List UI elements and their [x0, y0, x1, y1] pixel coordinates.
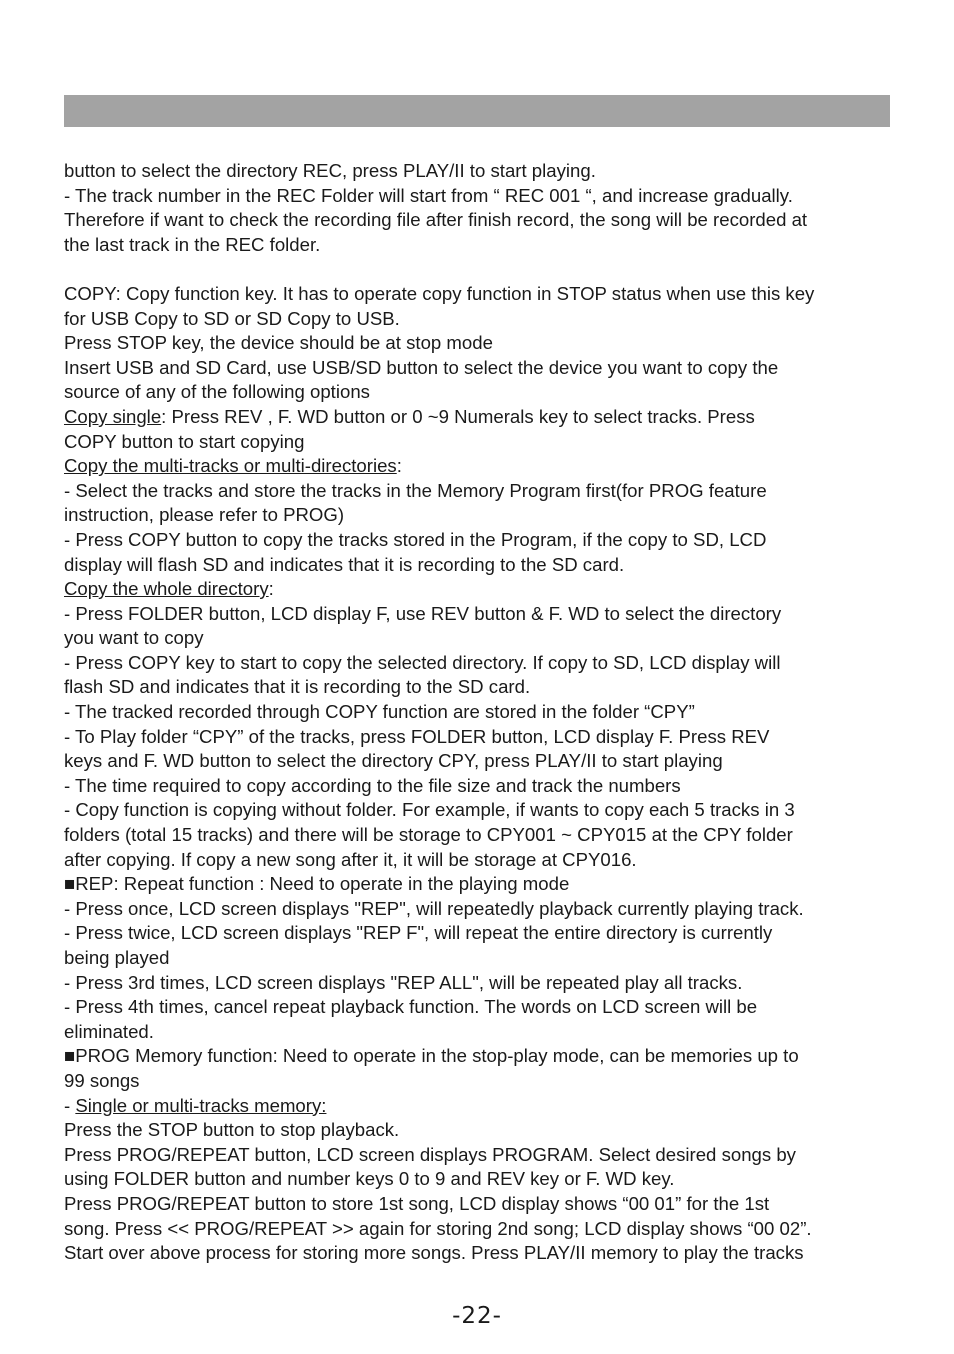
- text-line: instruction, please refer to PROG): [64, 504, 345, 526]
- text-line: - Press 3rd times, LCD screen displays "REP ALL", will be repeated play all tracks.: [64, 971, 743, 993]
- text-line: - Press twice, LCD screen displays "REP F", will repeat the entire directory is currently: [64, 922, 773, 944]
- text-line: - To Play folder “CPY” of the tracks, press FOLDER button, LCD display F. Press REV: [64, 725, 770, 747]
- text-line: being played: [64, 947, 170, 968]
- copy-single-heading: Copy single: [64, 405, 162, 427]
- copy-dir-line: [64, 577, 894, 602]
- text-line: - Press 4th times, cancel repeat playback function. The words on LCD screen will be: [64, 996, 758, 1018]
- text-line: using FOLDER button and number keys 0 to 9 and REV key or F. WD key.: [64, 1168, 675, 1190]
- text-line: Start over above process for storing more songs. Press PLAY/II memory to play the tracks: [64, 1242, 804, 1264]
- text-line: keys and F. WD button to select the directory CPY, press PLAY/II to start playing: [64, 750, 723, 772]
- text-line: - The track number in the REC Folder will start from “ REC 001 “, and increase gradually.: [64, 184, 793, 206]
- text-line: Press PROG/REPEAT button, LCD screen displays PROGRAM. Select desired songs by: [64, 1143, 796, 1165]
- copy-single-line: [64, 405, 894, 430]
- text-line: source of any of the following options: [64, 381, 370, 403]
- header-bar: [64, 95, 890, 127]
- text-line: you want to copy: [64, 627, 204, 649]
- text-line: COPY: Copy function key. It has to operate copy function in STOP status when use this key: [64, 282, 815, 304]
- text-line: - Press COPY button to copy the tracks stored in the Program, if the copy to SD, LCD: [64, 528, 767, 550]
- text-line: button to select the directory REC, press PLAY/II to start playing.: [64, 160, 596, 181]
- text-line: Press the STOP button to stop playback.: [64, 1119, 400, 1141]
- copy-multi-colon: :: [396, 455, 402, 477]
- text-line: - Press COPY key to start to copy the selected directory. If copy to SD, LCD display will: [64, 651, 781, 673]
- prog-heading: ■PROG Memory function: Need to operate in the stop-play mode, can be memories up to: [64, 1045, 799, 1067]
- copy-multi-heading: Copy the multi-tracks or multi-directories: [64, 455, 397, 477]
- manual-text: [64, 159, 894, 1266]
- text-line: flash SD and indicates that it is recording to the SD card.: [64, 676, 531, 698]
- copy-multi-line: [64, 454, 894, 479]
- text-line: Therefore if want to check the recording file after finish record, the song will be recorded at: [64, 209, 808, 231]
- text-line: COPY button to start copying: [64, 430, 305, 452]
- text-line: - Copy function is copying without folder. For example, if wants to copy each 5 tracks in 3: [64, 799, 795, 821]
- text-line: the last track in the REC folder.: [64, 233, 321, 255]
- text-line: song. Press << PROG/REPEAT >> again for storing 2nd song; LCD display shows “00 02”.: [64, 1217, 812, 1239]
- text-line: 99 songs: [64, 1069, 140, 1091]
- text-line: - Press FOLDER button, LCD display F, use REV button & F. WD to select the directory: [64, 602, 782, 624]
- prog-memory-line: [64, 1094, 894, 1119]
- copy-single-text: : Press REV , F. WD button or 0 ~9 Numerals key to select tracks. Press: [161, 405, 755, 427]
- text-line: - Press once, LCD screen displays "REP", will repeatedly playback currently playing track.: [64, 897, 804, 919]
- prog-memory-heading: Single or multi-tracks memory:: [75, 1094, 327, 1116]
- text-line: display will flash SD and indicates that it is recording to the SD card.: [64, 553, 625, 575]
- page-number: -22-: [452, 1303, 502, 1329]
- copy-dir-colon: :: [268, 578, 274, 600]
- text-line: after copying. If copy a new song after it, it will be storage at CPY016.: [64, 848, 637, 870]
- text-line: eliminated.: [64, 1020, 154, 1042]
- text-line: Press STOP key, the device should be at stop mode: [64, 332, 493, 354]
- text-line: - The time required to copy according to the file size and track the numbers: [64, 774, 681, 796]
- text-line: folders (total 15 tracks) and there will be storage to CPY001 ~ CPY015 at the CPY folder: [64, 824, 793, 846]
- text-line: - The tracked recorded through COPY function are stored in the folder “CPY”: [64, 701, 695, 723]
- text-line: Press PROG/REPEAT button to store 1st song, LCD display shows “00 01” for the 1st: [64, 1192, 770, 1214]
- copy-dir-heading: Copy the whole directory: [64, 578, 269, 600]
- text-line: - Select the tracks and store the tracks in the Memory Program first(for PROG feature: [64, 479, 767, 501]
- blank-line: [64, 257, 894, 282]
- rep-heading: ■REP: Repeat function : Need to operate in the playing mode: [64, 873, 570, 895]
- text-line: Insert USB and SD Card, use USB/SD button to select the device you want to copy the: [64, 356, 779, 378]
- text-line: for USB Copy to SD or SD Copy to USB.: [64, 307, 400, 329]
- prog-memory-prefix: -: [64, 1094, 76, 1116]
